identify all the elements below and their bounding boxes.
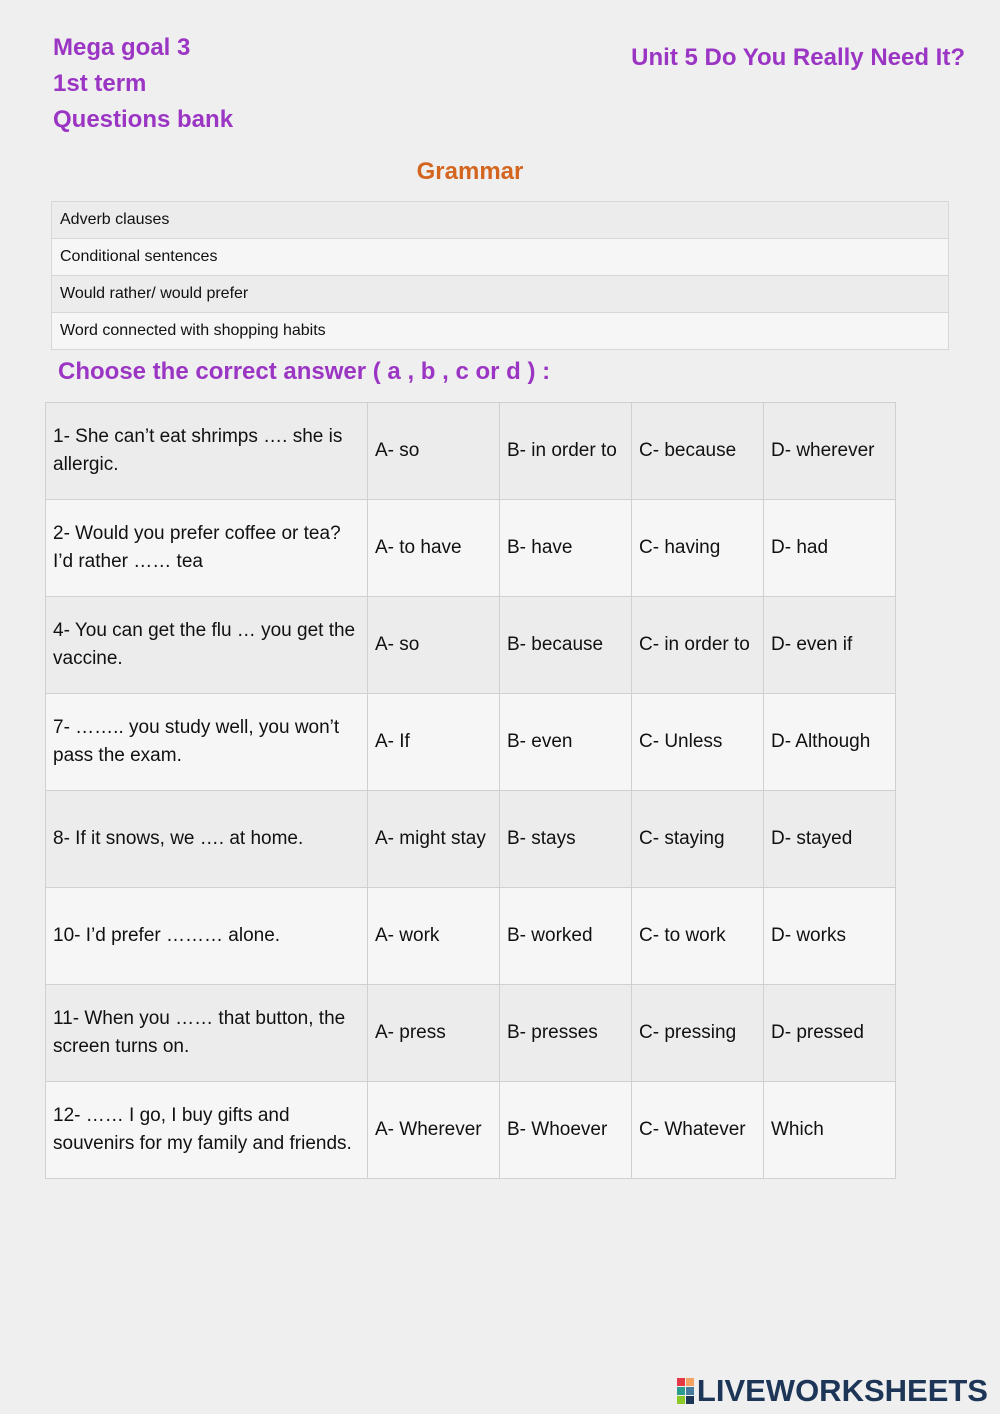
option-a[interactable]: A- If (368, 694, 500, 791)
logo-square (677, 1378, 685, 1386)
option-d[interactable]: D- pressed (764, 985, 896, 1082)
option-a[interactable]: A- Wherever (368, 1082, 500, 1179)
question-row (46, 500, 896, 597)
logo-square (677, 1387, 685, 1395)
unit-title: Unit 5 Do You Really Need It? (631, 44, 965, 71)
option-d[interactable]: D- even if (764, 597, 896, 694)
instruction-heading: Choose the correct answer ( a , b , c or d ) : (58, 358, 551, 385)
question-row (46, 985, 896, 1082)
question-text: 11- When you …… that button, the screen turns on. (46, 985, 368, 1082)
option-d[interactable]: D- stayed (764, 791, 896, 888)
option-c[interactable]: C- having (632, 500, 764, 597)
grammar-topic-row (52, 239, 949, 276)
option-c[interactable]: C- staying (632, 791, 764, 888)
option-a[interactable]: A- to have (368, 500, 500, 597)
question-text: 12- …… I go, I buy gifts and souvenirs for my family and friends. (46, 1082, 368, 1179)
option-a[interactable]: A- press (368, 985, 500, 1082)
option-b[interactable]: B- because (500, 597, 632, 694)
grammar-topics-table (51, 201, 949, 350)
question-text: 10- I’d prefer ……… alone. (46, 888, 368, 985)
question-row (46, 597, 896, 694)
question-row (46, 403, 896, 500)
option-c[interactable]: C- Unless (632, 694, 764, 791)
option-b[interactable]: B- in order to (500, 403, 632, 500)
header-left (53, 30, 233, 138)
option-b[interactable]: B- presses (500, 985, 632, 1082)
liveworksheets-logo (677, 1373, 988, 1409)
option-b[interactable]: B- even (500, 694, 632, 791)
option-a[interactable]: A- so (368, 597, 500, 694)
question-row (46, 888, 896, 985)
option-b[interactable]: B- have (500, 500, 632, 597)
option-b[interactable]: B- worked (500, 888, 632, 985)
grammar-topic: Would rather/ would prefer (52, 276, 949, 313)
question-row (46, 694, 896, 791)
question-row (46, 791, 896, 888)
grammar-topic: Conditional sentences (52, 239, 949, 276)
logo-text: LIVEWORKSHEETS (696, 1373, 988, 1408)
option-a[interactable]: A- so (368, 403, 500, 500)
option-a[interactable]: A- might stay (368, 791, 500, 888)
question-text: 2- Would you prefer coffee or tea? I’d rather …… tea (46, 500, 368, 597)
grammar-title: Grammar (416, 158, 524, 185)
option-d[interactable]: D- wherever (764, 403, 896, 500)
logo-square (686, 1396, 694, 1404)
course-title: Mega goal 3 (53, 34, 191, 61)
logo-square (686, 1378, 694, 1386)
option-d[interactable]: D- Although (764, 694, 896, 791)
option-c[interactable]: C- to work (632, 888, 764, 985)
bank-label: Questions bank (53, 106, 234, 133)
logo-mark-icon (677, 1378, 694, 1404)
logo-square (686, 1387, 694, 1395)
question-text: 8- If it snows, we …. at home. (46, 791, 368, 888)
grammar-topic-row (52, 202, 949, 239)
question-text: 4- You can get the flu … you get the vaccine. (46, 597, 368, 694)
questions-table (45, 402, 896, 1179)
question-text: 1- She can’t eat shrimps …. she is allergic. (46, 403, 368, 500)
option-d[interactable]: Which (764, 1082, 896, 1179)
question-text: 7- …….. you study well, you won’t pass the exam. (46, 694, 368, 791)
option-c[interactable]: C- in order to (632, 597, 764, 694)
option-b[interactable]: B- Whoever (500, 1082, 632, 1179)
option-c[interactable]: C- pressing (632, 985, 764, 1082)
question-row (46, 1082, 896, 1179)
option-d[interactable]: D- works (764, 888, 896, 985)
grammar-topic-row (52, 313, 949, 350)
option-a[interactable]: A- work (368, 888, 500, 985)
logo-square (677, 1396, 685, 1404)
option-b[interactable]: B- stays (500, 791, 632, 888)
option-c[interactable]: C- Whatever (632, 1082, 764, 1179)
grammar-topic-row (52, 276, 949, 313)
term-label: 1st term (53, 70, 147, 97)
grammar-topic: Adverb clauses (52, 202, 949, 239)
option-c[interactable]: C- because (632, 403, 764, 500)
option-d[interactable]: D- had (764, 500, 896, 597)
grammar-topic: Word connected with shopping habits (52, 313, 949, 350)
